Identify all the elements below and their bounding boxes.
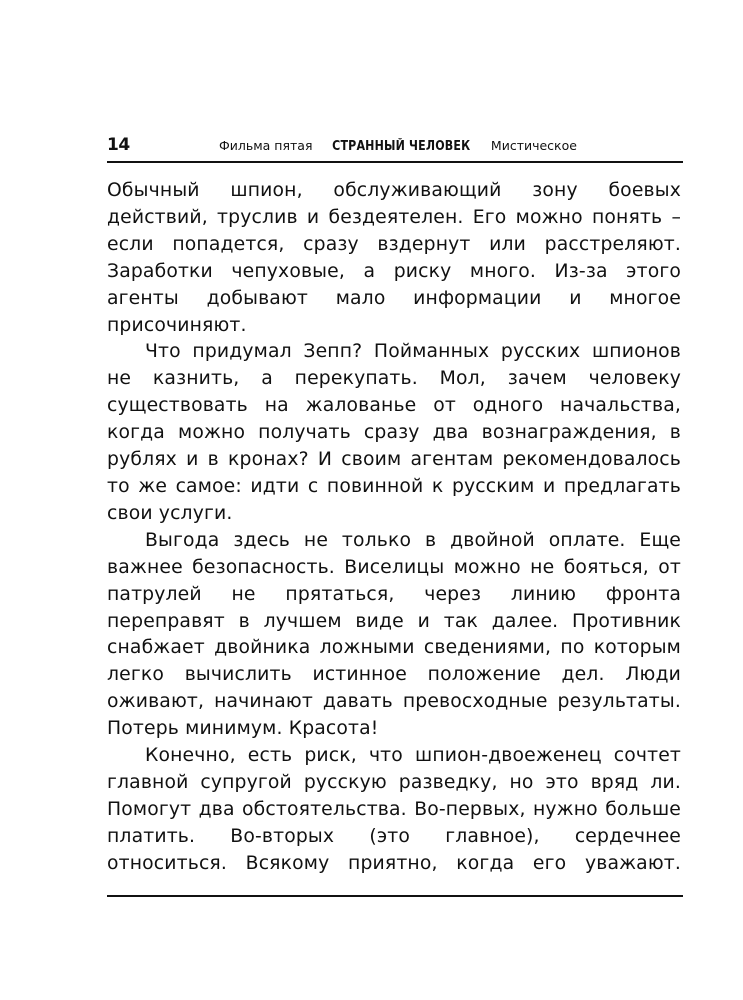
paragraph-4: Конечно, есть риск, что шпион-двоеженец сочтет главной супругой русскую разведку, но это вряд ли. Помогут два обстоятельства. Во-первых, нужно больше платить. Во-вторых (это главное), сердечнее относиться. Всякому приятно, когда его уважают.	[107, 745, 681, 874]
paragraph-2: Что придумал Зепп? Пойманных русских шпионов не казнить, а перекупать. Мол, зачем человеку существовать на жалованье от одного начальства, когда можно получать сразу два вознаграждения, в рублях и в кронах? И своим агентам рекомендовалось то же самое: идти с повинной к русским и предлагать свои услуги.	[107, 341, 681, 524]
book-title: СТРАННЫЙ ЧЕЛОВЕК	[332, 139, 471, 154]
running-header	[107, 131, 683, 163]
paragraph-3: Выгода здесь не только в двойной оплате. Еще важнее безопасность. Виселицы можно не бояться, от патрулей не прятаться, через линию фронта переправят в лучшем виде и так далее. Противник снабжает двойника ложными сведениями, по которым легко вычислить истинное положение дел. Люди оживают, начинают давать превосходные результаты. Потерь минимум. Красота!	[107, 529, 681, 740]
body-text	[107, 178, 681, 878]
page-number: 14	[107, 135, 130, 155]
series-label: Фильма пятая	[219, 138, 313, 153]
header-center	[219, 138, 577, 154]
paragraph-1: Обычный шпион, обслуживающий зону боевых действий, труслив и бездеятелен. Его можно понять – если попадется, сразу вздернут или расстреляют. Заработки чепуховые, а риску много. Из-за этого агенты добывают мало информации и многое присочиняют.	[107, 180, 681, 336]
bottom-divider	[107, 895, 683, 897]
genre-label: Мистическое	[490, 138, 577, 153]
